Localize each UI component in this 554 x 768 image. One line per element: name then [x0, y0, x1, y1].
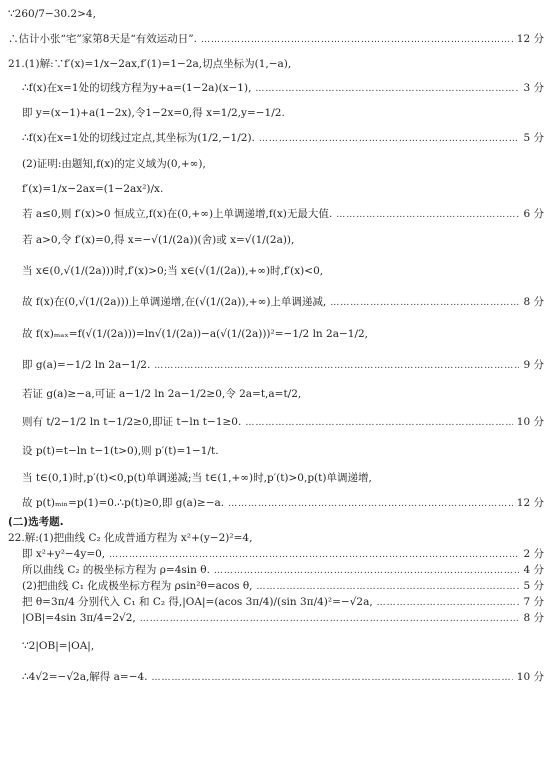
line-11	[8, 265, 544, 278]
score-label: 9 分	[523, 359, 544, 371]
score-label: 10 分	[516, 416, 544, 428]
line-19	[8, 497, 544, 511]
line-18	[8, 472, 544, 485]
line-24	[8, 580, 544, 594]
line-5	[8, 107, 544, 120]
line-7	[8, 158, 544, 171]
line-text: 当 x∈(0,√(1/(2a)))时,f′(x)>0;当 x∈(√(1/(2a)),+∞)时,f′(x)<0,	[22, 265, 324, 277]
line-26	[8, 612, 544, 626]
line-27	[8, 640, 544, 653]
line-text: f′(x)=1/x−2ax=(1−2ax²)/x.	[22, 183, 164, 195]
line-text: 故 f(x)ₘₐₓ=f(√(1/(2a)))=ln√(1/(2a))−a(√(1/(2a)))²=−1/2 ln 2a−1/2,	[22, 328, 369, 340]
line-text: ∴估计小张“宅”家第8天是“有效运动日”.	[8, 33, 197, 45]
leader-dots	[140, 613, 520, 626]
leader-dots	[255, 83, 519, 96]
line-text: ∴4√2=−√2a,解得 a=−4.	[22, 671, 148, 683]
line-1	[8, 8, 544, 21]
line-text: 即 g(a)=−1/2 ln 2a−1/2.	[22, 359, 151, 371]
line-28	[8, 671, 544, 685]
line-14	[8, 359, 544, 373]
leader-dots	[152, 672, 513, 685]
line-text: (二)选考题.	[8, 516, 64, 528]
line-13	[8, 328, 544, 341]
line-23	[8, 564, 544, 578]
line-text: |OB|=4sin 3π/4=2√2,	[22, 612, 136, 624]
line-21	[8, 532, 544, 545]
score-label: 5 分	[523, 132, 544, 144]
line-text: 把 θ=3π/4 分别代入 C₁ 和 C₂ 得,|OA|=(acos 3π/4)/(sin 3π/4)²=−√2a,	[22, 596, 373, 608]
leader-dots	[377, 597, 520, 610]
leader-dots	[228, 498, 513, 511]
leader-dots	[201, 34, 513, 47]
score-label: 4 分	[523, 564, 544, 576]
line-8	[8, 183, 544, 196]
line-text: 若证 g(a)≥−a,可证 a−1/2 ln 2a−1/2≥0,令 2a=t,a=t/2,	[22, 388, 302, 400]
score-label: 5 分	[523, 580, 544, 592]
line-3	[8, 58, 544, 71]
score-label: 12 分	[516, 33, 544, 45]
leader-dots	[259, 133, 520, 146]
line-text: 则有 t/2−1/2 ln t−1/2≥0,即证 t−ln t−1≥0.	[22, 416, 242, 428]
line-25	[8, 596, 544, 610]
line-16	[8, 416, 544, 430]
line-22	[8, 548, 544, 562]
line-10	[8, 234, 544, 247]
line-text: 故 p(t)ₘᵢₙ=p(1)=0.∴p(t)≥0,即 g(a)≥−a.	[22, 497, 225, 509]
line-4	[8, 82, 544, 96]
score-label: 8 分	[523, 296, 544, 308]
line-6	[8, 132, 544, 146]
line-17	[8, 445, 544, 458]
line-text: 若 a≤0,则 f′(x)>0 恒成立,f(x)在(0,+∞)上单调递增,f(x)无最大值.	[22, 208, 333, 220]
score-label: 10 分	[516, 671, 544, 683]
leader-dots	[330, 297, 519, 310]
line-text: 当 t∈(0,1)时,p′(t)<0,p(t)单调递减;当 t∈(1,+∞)时,p′(t)>0,p(t)单调递增,	[22, 472, 372, 484]
line-2	[8, 33, 544, 47]
leader-dots	[154, 360, 519, 373]
score-label: 3 分	[523, 82, 544, 94]
score-label: 8 分	[523, 612, 544, 624]
leader-dots	[257, 581, 520, 594]
score-label: 7 分	[523, 596, 544, 608]
leader-dots	[109, 549, 519, 562]
score-label: 6 分	[523, 208, 544, 220]
line-12	[8, 296, 544, 310]
line-text: 若 a>0,令 f′(x)=0,得 x=−√(1/(2a))(舍)或 x=√(1/(2a)),	[22, 234, 295, 246]
line-text: 所以曲线 C₂ 的极坐标方程为 ρ=4sin θ.	[22, 564, 210, 576]
line-text: 设 p(t)=t−ln t−1(t>0),则 p′(t)=1−1/t.	[22, 445, 219, 457]
line-text: ∵2|OB|=|OA|,	[22, 640, 95, 652]
line-text: ∴f(x)在x=1处的切线过定点,其坐标为(1/2,−1/2).	[22, 132, 255, 144]
line-text: (2)把曲线 C₁ 化成极坐标方程为 ρsin²θ=acos θ,	[22, 580, 253, 592]
score-label: 12 分	[516, 497, 544, 509]
leader-dots	[214, 565, 520, 578]
leader-dots	[245, 417, 512, 430]
line-text: 故 f(x)在(0,√(1/(2a)))上单调递增,在(√(1/(2a)),+∞)上单调递减,	[22, 296, 327, 308]
line-text: 21.(1)解:∵f′(x)=1/x−2ax,f′(1)=1−2a,切点坐标为(1,−a),	[8, 58, 292, 70]
line-text: (2)证明:由题知,f(x)的定义域为(0,+∞),	[22, 158, 206, 170]
line-9	[8, 208, 544, 222]
leader-dots	[336, 209, 519, 222]
score-label: 2 分	[523, 548, 544, 560]
line-15	[8, 388, 544, 401]
section-heading	[8, 516, 544, 529]
line-text: 即 x²+y²−4y=0,	[22, 548, 106, 560]
line-text: 即 y=(x−1)+a(1−2x),令1−2x=0,得 x=1/2,y=−1/2.	[22, 107, 285, 119]
line-text: 22.解:(1)把曲线 C₂ 化成普通方程为 x²+(y−2)²=4,	[8, 532, 253, 544]
line-text: ∵260/7−30.2>4,	[8, 8, 96, 20]
line-text: ∴f(x)在x=1处的切线方程为y+a=(1−2a)(x−1),	[22, 82, 252, 94]
